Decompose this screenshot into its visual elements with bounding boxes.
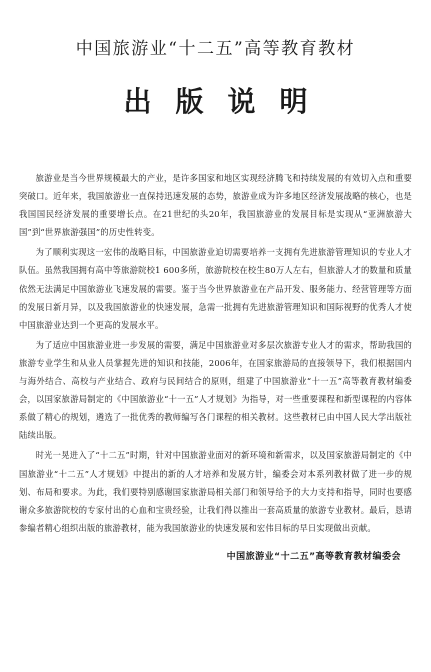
paragraph: 为了顺利实现这一宏伟的战略目标，中国旅游业迫切需要培养一支拥有先进旅游管理知识的专业人才队伍。虽然我国拥有高中等旅游院校1 600多所，旅游院校在校生80万人左右，但旅游人才的数量和质量依然无法满足中国旅游业飞速发展的需要。鉴于当今世界旅游业在产品开发、服务能力、经营管理等方面的发展日新月异，以及我国旅游业的快速发展，急需一批拥有先进旅游管理知识和国际视野的优秀人才使中国旅游业达到一个更高的发展水平。 [19, 247, 412, 330]
paragraph: 为了适应中国旅游业进一步发展的需要，满足中国旅游业对多层次旅游专业人才的需求，帮助我国的旅游专业学生和从业人员掌握先进的知识和技能，2006年，在国家旅游局的直接领导下，我们根据国内与海外结合、高校与产业结合、政府与民间结合的原则，组建了中国旅游业“十一五”高等教育教材编委会，以国家旅游局制定的《中国旅游业“十一五”人才规划》为指导，对一些重要课程和新型课程的内容体系做了精心的规划，遴选了一批优秀的教师编写各门课程的相关教材。这些教材已由中国人民大学出版社陆续出版。 [19, 339, 412, 441]
page-title: 出版说明 [123, 85, 332, 118]
paragraph: 旅游业是当今世界规模最大的产业，是许多国家和地区实现经济腾飞和持续发展的有效切入点和重要突破口。近年来，我国旅游业一直保持迅速发展的态势，旅游业成为许多地区经济发展战略的核心，也是我国国民经济发展的重要增长点。在21世纪的头20年，我国旅游业的发展目标是实现从“亚洲旅游大国”到“世界旅游强国”的历史性转变。 [19, 173, 412, 238]
signature: 中国旅游业“十二五”高等教育教材编委会 [226, 552, 401, 562]
body-text [19, 169, 412, 539]
series-title: 中国旅游业“十二五”高等教育教材 [75, 39, 356, 59]
paragraph: 时光一晃进入了“十二五”时期，针对中国旅游业面对的新环境和新需求，以及国家旅游局制定的《中国旅游业“十二五”人才规划》中提出的新的人才培养和发展方针，编委会对本系列教材做了进一步的规划、布局和要求。为此，我们要特别感谢国家旅游局相关部门和领导给予的大力支持和指导，同时也要感谢众多旅游院校的专家付出的心血和宝贵经验，让我们得以推出一套高质量的旅游专业教材。最后，恳请参编者精心组织出版的旅游教材，能为我国旅游业的快速发展和宏伟目标的早日实现做出贡献。 [19, 450, 412, 533]
